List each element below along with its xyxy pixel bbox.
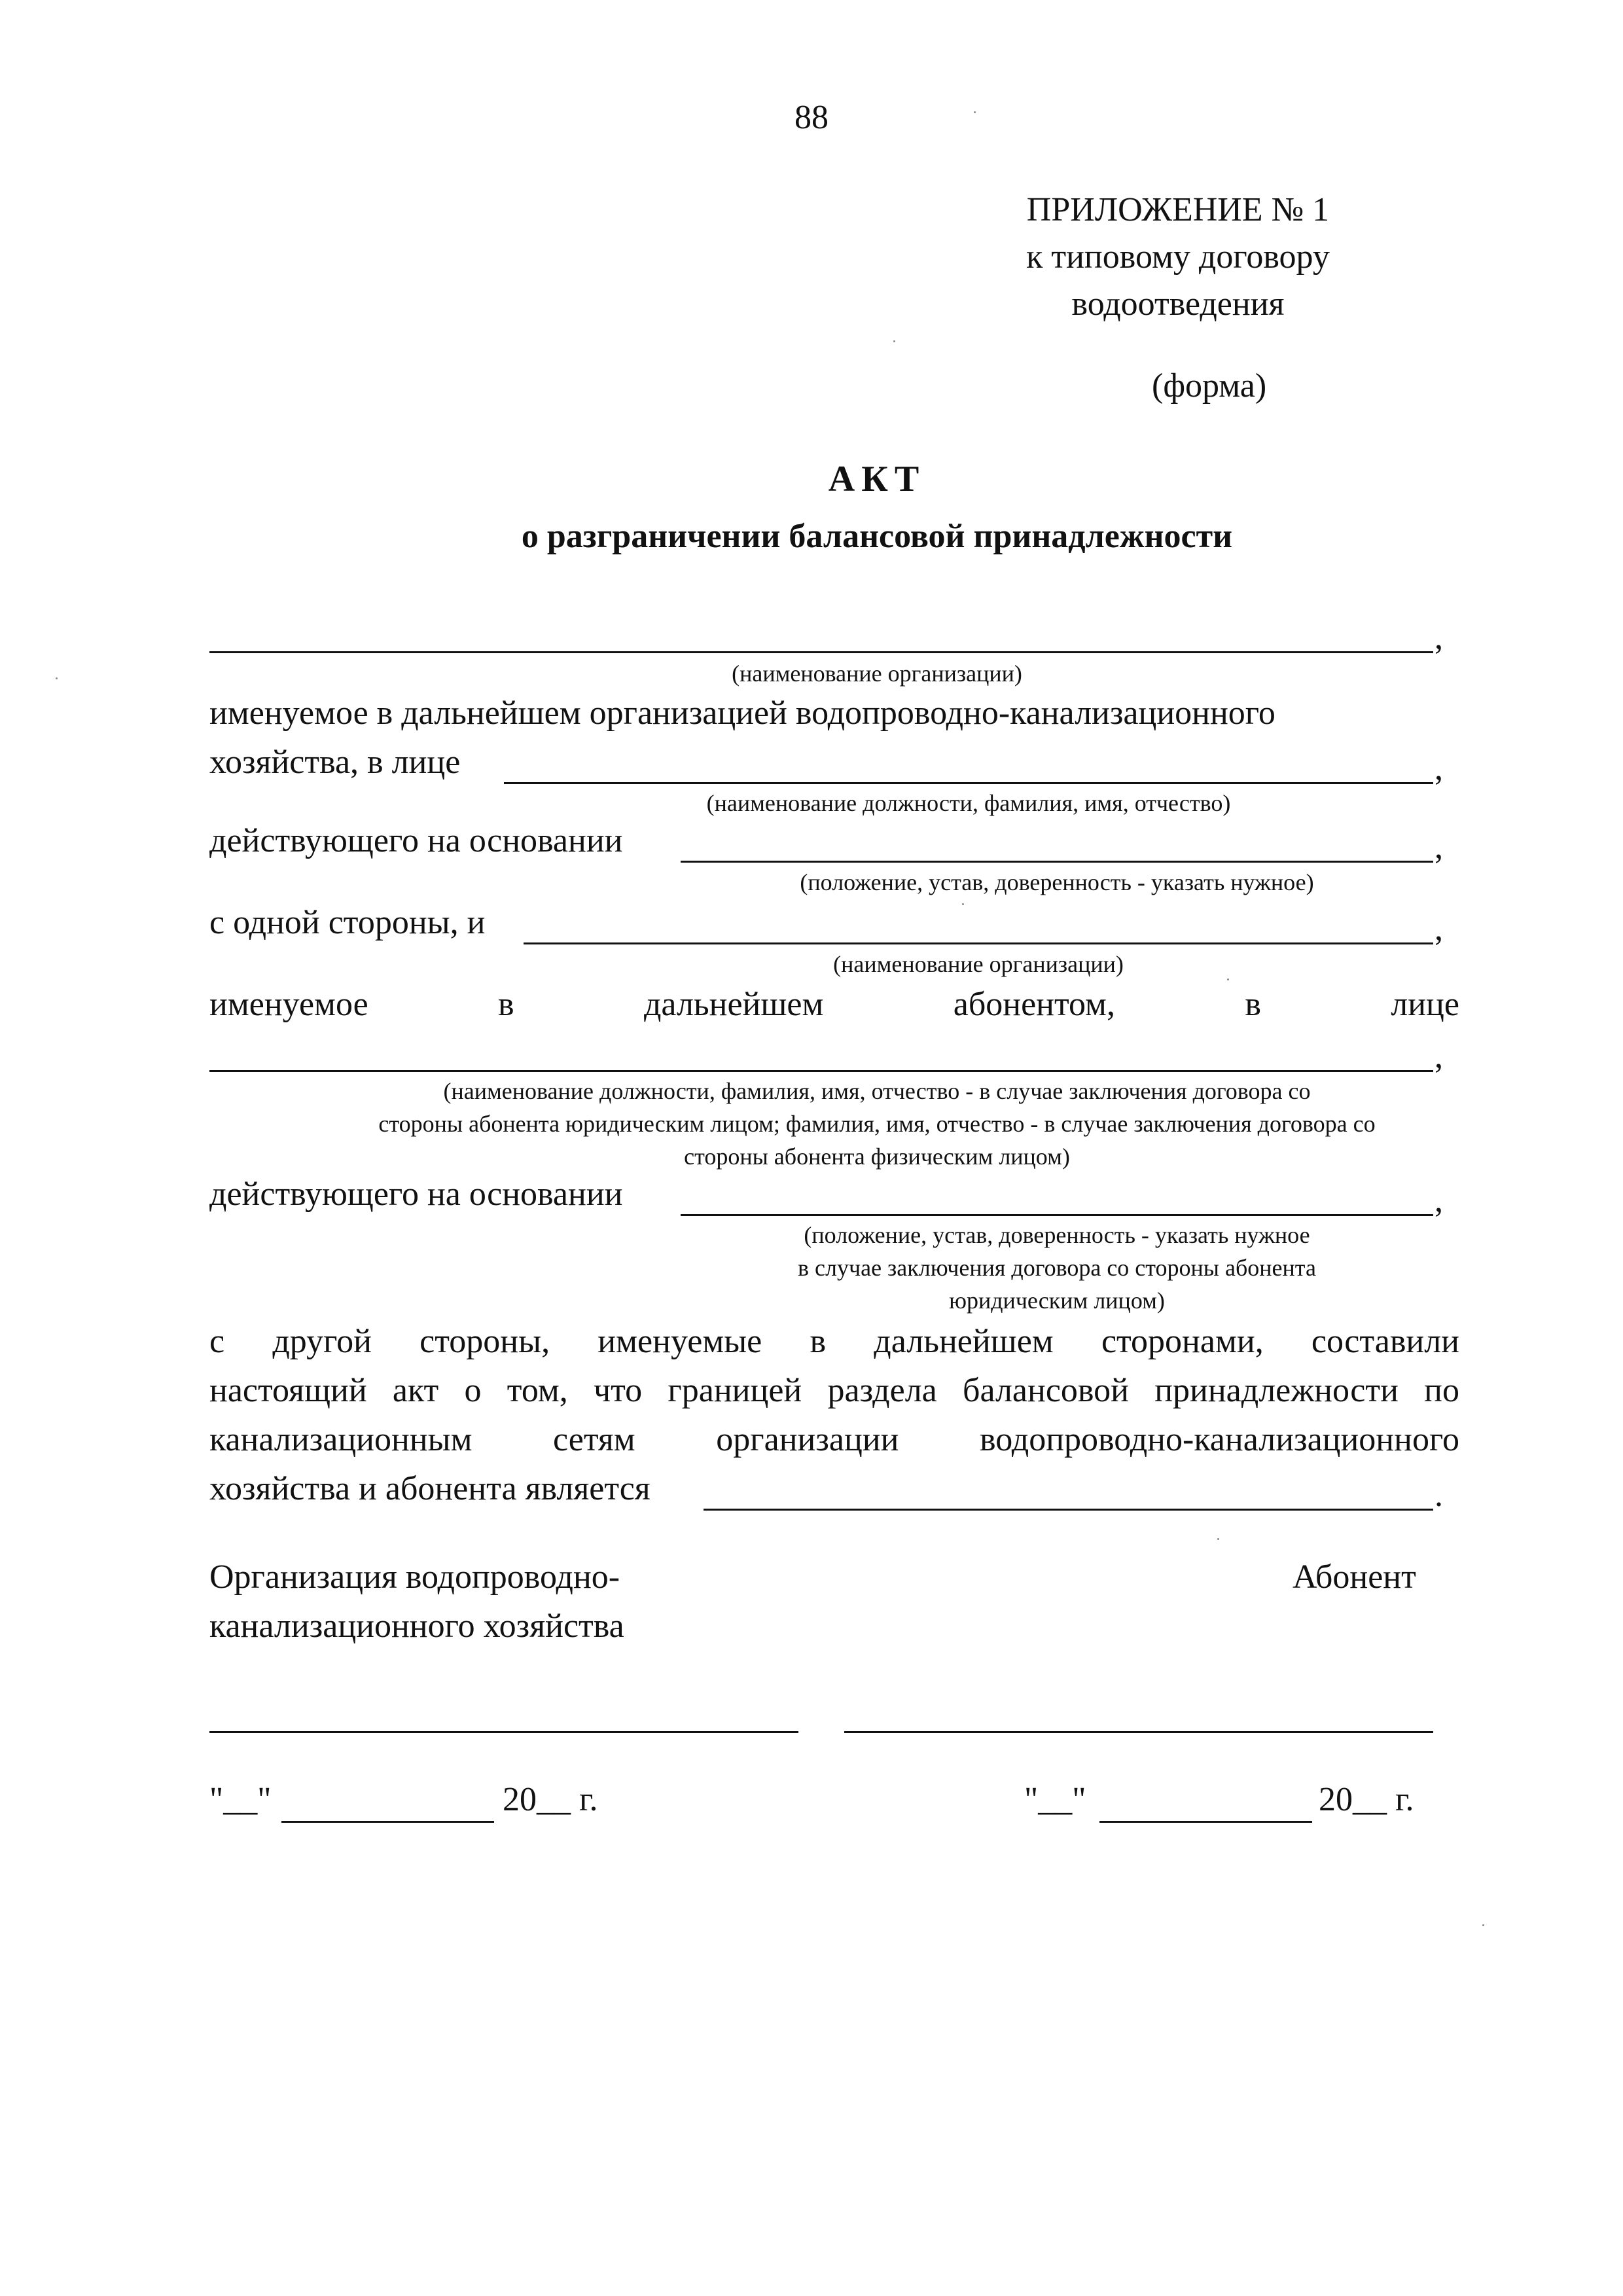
right-date-year: 20__ г.	[1319, 1781, 1414, 1818]
scan-speck	[974, 111, 976, 113]
other-side-line-2	[209, 1371, 1459, 1410]
subscriber-rep-caption-1: (наименование должности, фамилия, имя, отчество - в случае заключения договора со	[443, 1078, 1311, 1104]
word: именуемое	[209, 986, 368, 1023]
scan-speck	[962, 903, 964, 905]
comma: ,	[1435, 829, 1443, 866]
subscriber-rep-caption-3: стороны абонента физическим лицом)	[684, 1143, 1070, 1170]
basis2-caption-1: (положение, устав, доверенность - указать нужное	[804, 1222, 1310, 1248]
scan-speck	[1217, 1538, 1219, 1540]
basis-field-2[interactable]	[681, 1214, 1433, 1216]
right-signatory-title: Абонент	[1293, 1558, 1416, 1596]
scan-speck	[1227, 978, 1229, 980]
word: в	[498, 986, 514, 1023]
other-side-line-4: хозяйства и абонента является	[209, 1470, 651, 1507]
boundary-field[interactable]	[704, 1509, 1433, 1511]
other-side-line-1	[209, 1322, 1459, 1361]
page-number: 88	[794, 99, 829, 136]
paragraph-line: с другой стороны, именуемые в дальнейшем сторонами, составили	[209, 1323, 1459, 1360]
word: в	[1245, 986, 1261, 1023]
basis-caption: (положение, устав, доверенность - указать нужное)	[800, 869, 1314, 895]
word: дальнейшем	[643, 986, 824, 1023]
comma: ,	[1435, 1038, 1443, 1075]
left-signature-line[interactable]	[209, 1731, 798, 1733]
appendix-heading: ПРИЛОЖЕНИЕ № 1	[1026, 191, 1330, 228]
document-subtitle: о разграничении балансовой принадлежности	[521, 518, 1233, 555]
scan-speck	[56, 677, 58, 679]
right-signature-line[interactable]	[844, 1731, 1433, 1733]
left-date-day: "__"	[209, 1781, 272, 1818]
comma: ,	[1435, 1182, 1443, 1219]
basis-field[interactable]	[681, 861, 1433, 863]
comma: ,	[1435, 910, 1443, 948]
scan-speck	[1482, 1924, 1484, 1926]
form-label: (форма)	[1152, 367, 1267, 404]
representative-field[interactable]	[504, 782, 1433, 784]
appendix-subheading-2: водоотведения	[1071, 285, 1285, 323]
period: .	[1435, 1477, 1443, 1514]
org-name-field[interactable]	[209, 651, 1433, 653]
word: абонентом,	[953, 986, 1115, 1023]
paragraph-line: канализационным сетям организации водопроводно-канализационного	[209, 1421, 1459, 1458]
basis2-caption-3: юридическим лицом)	[949, 1287, 1165, 1314]
left-signatory-title-2: канализационного хозяйства	[209, 1607, 624, 1645]
basis2-caption-2: в случае заключения договора со стороны абонента	[798, 1255, 1316, 1281]
appendix-subheading: к типовому договору	[1026, 238, 1330, 276]
left-signatory-title-1: Организация водопроводно-	[209, 1558, 620, 1596]
subscriber-representative-field[interactable]	[209, 1070, 1433, 1072]
position-fio-caption: (наименование должности, фамилия, имя, отчество)	[706, 790, 1231, 816]
left-date-year: 20__ г.	[503, 1781, 598, 1818]
other-side-line-3	[209, 1420, 1459, 1459]
org-name-caption-2: (наименование организации)	[833, 951, 1124, 977]
right-date-month-field[interactable]	[1099, 1821, 1312, 1823]
comma: ,	[1435, 619, 1443, 656]
represented-by-label: хозяйства, в лице	[209, 744, 461, 781]
subscriber-named-line	[209, 985, 1459, 1024]
right-date-day: "__"	[1024, 1781, 1086, 1818]
comma: ,	[1435, 750, 1443, 787]
subscriber-rep-caption-2: стороны абонента юридическим лицом; фамилия, имя, отчество - в случае заключения договора со	[378, 1111, 1376, 1137]
scan-speck	[893, 340, 895, 342]
subscriber-name-field[interactable]	[524, 942, 1433, 944]
acting-on-basis-label: действующего на основании	[209, 822, 623, 859]
one-side-label: с одной стороны, и	[209, 904, 486, 941]
acting-on-basis-label-2: действующего на основании	[209, 1175, 623, 1213]
document-title: АКТ	[828, 459, 926, 499]
paragraph-line: настоящий акт о том, что границей раздела балансовой принадлежности по	[209, 1372, 1459, 1409]
left-date-month-field[interactable]	[281, 1821, 494, 1823]
named-org-line: именуемое в дальнейшем организацией водопроводно-канализационного	[209, 694, 1275, 732]
word: лице	[1391, 986, 1459, 1023]
org-name-caption: (наименование организации)	[732, 660, 1022, 687]
